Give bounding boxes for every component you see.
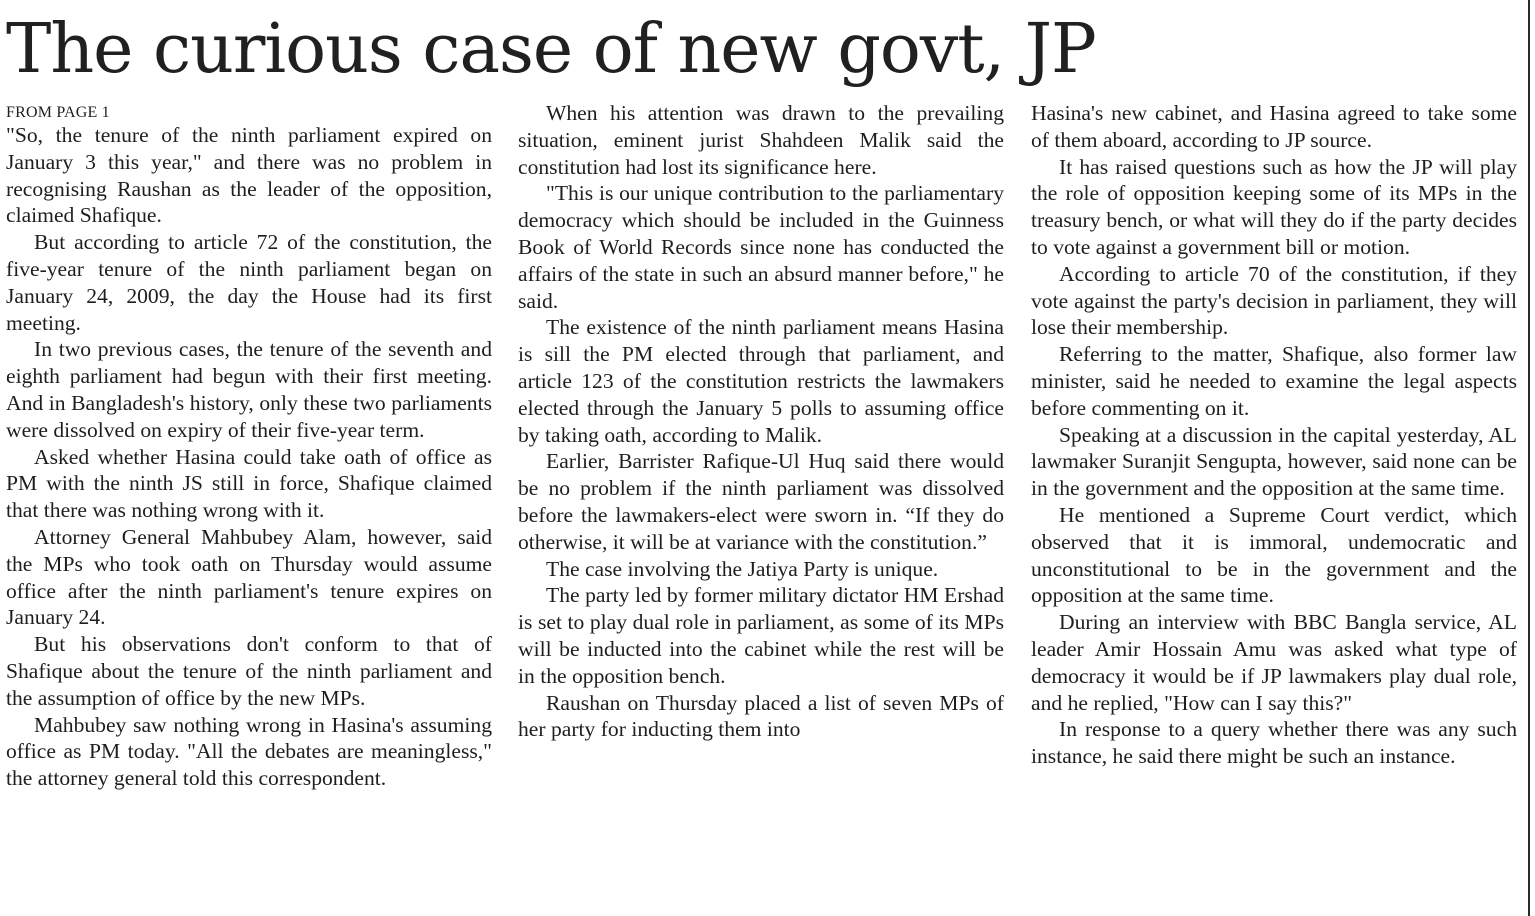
paragraph: Speaking at a discussion in the capital yesterday, AL lawmaker Suranjit Sengupta, however, said none can be in the government and the opposition at the same time. (1031, 422, 1517, 501)
paragraph: According to article 70 of the constitution, if they vote against the party's decision in parliament, they will lose their membership. (1031, 261, 1517, 340)
paragraph: Earlier, Barrister Rafique-Ul Huq said there would be no problem if the ninth parliament was dissolved before the lawmakers-elect were sworn in. “If they do otherwise, it will be at variance with the constitution.” (518, 449, 1004, 554)
paragraph: But according to article 72 of the constitution, the five-year tenure of the ninth parliament began on January 24, 2009, the day the House had its first meeting. (6, 230, 492, 335)
paragraph: Mahbubey saw nothing wrong in Hasina's assuming office as PM today. "All the debates are meaningless," the attorney general told this correspondent. (6, 712, 492, 791)
paragraph: When his attention was drawn to the prevailing situation, eminent jurist Shahdeen Malik said the constitution had lost its significance here. (518, 101, 1004, 179)
article-column-3 (1031, 100, 1517, 770)
paragraph: He mentioned a Supreme Court verdict, which observed that it is immoral, undemocratic and unconstitutional to be in the government and the opposition at the same time. (1031, 502, 1517, 608)
article-column-2 (518, 100, 1004, 743)
paragraph: During an interview with BBC Bangla service, AL leader Amir Hossain Amu was asked what type of democracy it would be if JP lawmakers play dual role, and he replied, "How can I say this?" (1031, 610, 1517, 715)
paragraph: The party led by former military dictator HM Ershad is set to play dual role in parliament, as some of its MPs will be inducted into the cabinet while the rest will be in the opposition bench. (518, 583, 1004, 688)
paragraph: Hasina's new cabinet, and Hasina agreed to take some of them aboard, according to JP source. (1031, 101, 1517, 152)
continuation-kicker: FROM PAGE 1 (6, 104, 110, 121)
paragraph: It has raised questions such as how the JP will play the role of opposition keeping some of its MPs in the treasury bench, or what will they do if the party decides to vote against a government bill or motion. (1031, 154, 1517, 259)
column-rule (1528, 0, 1530, 916)
paragraph: In two previous cases, the tenure of the seventh and eighth parliament had begun with their first meeting. And in Bangladesh's history, only these two parliaments were dissolved on expiry of their five-year term. (6, 337, 492, 442)
article-column-1 (6, 100, 492, 792)
paragraph: "This is our unique contribution to the parliamentary democracy which should be included in the Guinness Book of World Records since none has conducted the affairs of the state in such an absurd manner before," he said. (518, 181, 1004, 313)
paragraph: The case involving the Jatiya Party is unique. (546, 556, 939, 581)
paragraph: Attorney General Mahbubey Alam, however, said the MPs who took oath on Thursday would assume office after the ninth parliament's tenure expires on January 24. (6, 524, 492, 630)
paragraph: "So, the tenure of the ninth parliament expired on January 3 this year," and there was no problem in recognising Raushan as the leader of the opposition, claimed Shafique. (6, 123, 492, 228)
paragraph: In response to a query whether there was any such instance, he said there might be such an instance. (1031, 717, 1517, 769)
paragraph: Referring to the matter, Shafique, also former law minister, said he needed to examine the legal aspects before commenting on it. (1031, 342, 1517, 420)
headline: The curious case of new govt, JP (6, 10, 1096, 89)
paragraph: The existence of the ninth parliament means Hasina is sill the PM elected through that parliament, and article 123 of the constitution restricts the lawmakers elected through the January 5 polls to assuming office by taking oath, according to Malik. (518, 315, 1004, 447)
paragraph: Raushan on Thursday placed a list of seven MPs of her party for inducting them into (518, 690, 1004, 742)
paragraph: Asked whether Hasina could take oath of office as PM with the ninth JS still in force, Shafique claimed that there was nothing wrong with it. (6, 444, 492, 523)
paragraph: But his observations don't conform to that of Shafique about the tenure of the ninth parliament and the assumption of office by the new MPs. (6, 632, 492, 710)
